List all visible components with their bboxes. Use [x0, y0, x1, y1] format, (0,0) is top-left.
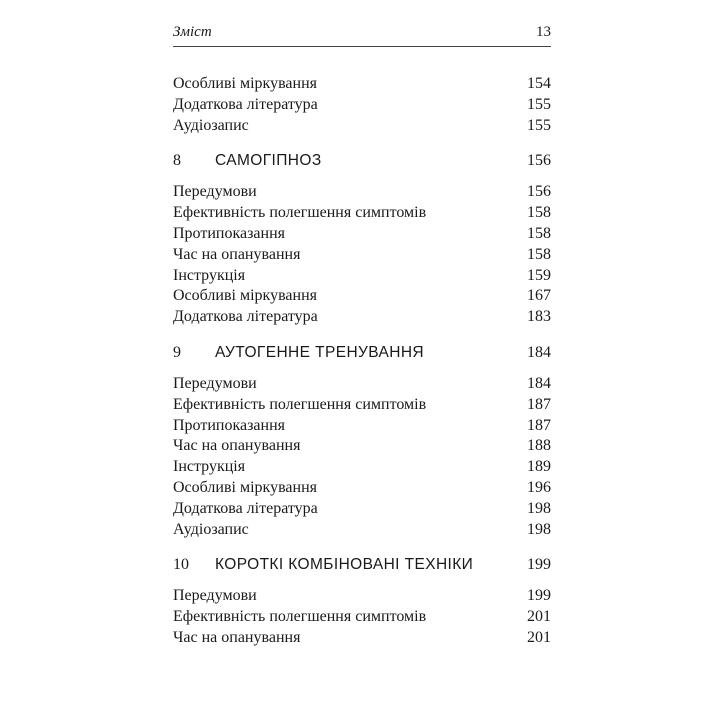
toc-entry	[173, 416, 551, 437]
toc-entry-page: 201	[527, 608, 551, 626]
toc-entry-title: Час на опанування	[173, 245, 301, 263]
toc-entry-title: Інструкція	[173, 458, 246, 476]
toc-entry-page: 196	[527, 478, 551, 496]
toc-entry-title: Особливі міркування	[173, 75, 317, 92]
toc-entry	[173, 224, 551, 245]
toc-entry	[173, 499, 551, 520]
toc-entry	[173, 245, 551, 266]
running-header	[173, 24, 551, 47]
toc-entry	[173, 286, 551, 307]
toc-entry	[173, 266, 551, 287]
toc-entry	[173, 586, 551, 607]
chapter-page: 199	[527, 556, 551, 574]
toc-entry-title: Додаткова література	[173, 308, 318, 326]
chapter-number: 8	[173, 152, 181, 170]
header-title: Зміст	[173, 24, 212, 40]
chapter-page: 156	[527, 152, 551, 170]
toc-entry	[173, 478, 551, 499]
chapter-heading	[173, 554, 551, 575]
toc-entry-page: 158	[527, 224, 551, 242]
toc-entry-page: 183	[527, 308, 551, 326]
toc-entry-page: 159	[527, 266, 551, 284]
toc-entry-page: 167	[527, 287, 551, 305]
toc-entry-page: 158	[527, 245, 551, 263]
chapter-number: 10	[173, 556, 189, 574]
chapter-heading	[173, 342, 551, 363]
toc-entry-title: Час на опанування	[173, 628, 301, 646]
header-page-number: 13	[536, 24, 551, 40]
toc-entry-page: 154	[527, 75, 551, 92]
toc-entry-page: 201	[527, 628, 551, 646]
toc-entry-title: Особливі міркування	[173, 287, 317, 305]
toc-entry-page: 189	[527, 458, 551, 476]
toc-entry-page: 198	[527, 499, 551, 517]
toc-entry-page: 188	[527, 437, 551, 455]
toc-entry	[173, 116, 551, 137]
table-of-contents	[173, 74, 551, 649]
toc-entry-page: 156	[527, 183, 551, 201]
toc-entry	[173, 436, 551, 457]
toc-entry	[173, 457, 551, 478]
toc-entry	[173, 95, 551, 116]
toc-entry-page: 187	[527, 416, 551, 434]
toc-entry-title: Ефективність полегшення симптомів	[173, 204, 427, 222]
chapter-title: КОРОТКІ КОМБІНОВАНІ ТЕХНІКИ	[215, 556, 474, 574]
toc-entry-title: Передумови	[173, 587, 257, 605]
toc-entry-page: 199	[527, 587, 551, 605]
toc-entry-title: Ефективність полегшення симптомів	[173, 608, 427, 626]
toc-entry-page: 155	[527, 95, 551, 113]
toc-entry-title: Аудіозапис	[173, 116, 249, 134]
toc-entry	[173, 307, 551, 328]
toc-entry	[173, 74, 551, 95]
chapter-title: АУТОГЕННЕ ТРЕНУВАННЯ	[215, 343, 425, 361]
toc-entry	[173, 395, 551, 416]
chapter-heading	[173, 150, 551, 171]
toc-entry	[173, 374, 551, 395]
toc-entry-title: Передумови	[173, 374, 257, 392]
chapter-page: 184	[527, 343, 551, 361]
chapter-number: 9	[173, 343, 181, 361]
toc-entry-title: Аудіозапис	[173, 520, 249, 538]
toc-entry-page: 187	[527, 395, 551, 413]
toc-entry	[173, 628, 551, 649]
chapter-title: САМОГІПНОЗ	[215, 152, 322, 170]
toc-entry-title: Інструкція	[173, 266, 246, 284]
toc-entry-title: Час на опанування	[173, 437, 301, 455]
toc-entry	[173, 607, 551, 628]
toc-entry-title: Передумови	[173, 183, 257, 201]
toc-entry	[173, 520, 551, 541]
toc-entry-title: Ефективність полегшення симптомів	[173, 395, 427, 413]
toc-entry-title: Додаткова література	[173, 499, 318, 517]
toc-entry-page: 155	[527, 116, 551, 134]
toc-entry-title: Особливі міркування	[173, 478, 317, 496]
toc-entry-title: Додаткова література	[173, 95, 318, 113]
toc-entry	[173, 203, 551, 224]
toc-entry-page: 158	[527, 204, 551, 222]
toc-entry-page: 184	[527, 374, 551, 392]
toc-entry	[173, 182, 551, 203]
toc-entry-title: Протипоказання	[173, 416, 285, 434]
toc-entry-page: 198	[527, 520, 551, 538]
toc-entry-title: Протипоказання	[173, 224, 285, 242]
